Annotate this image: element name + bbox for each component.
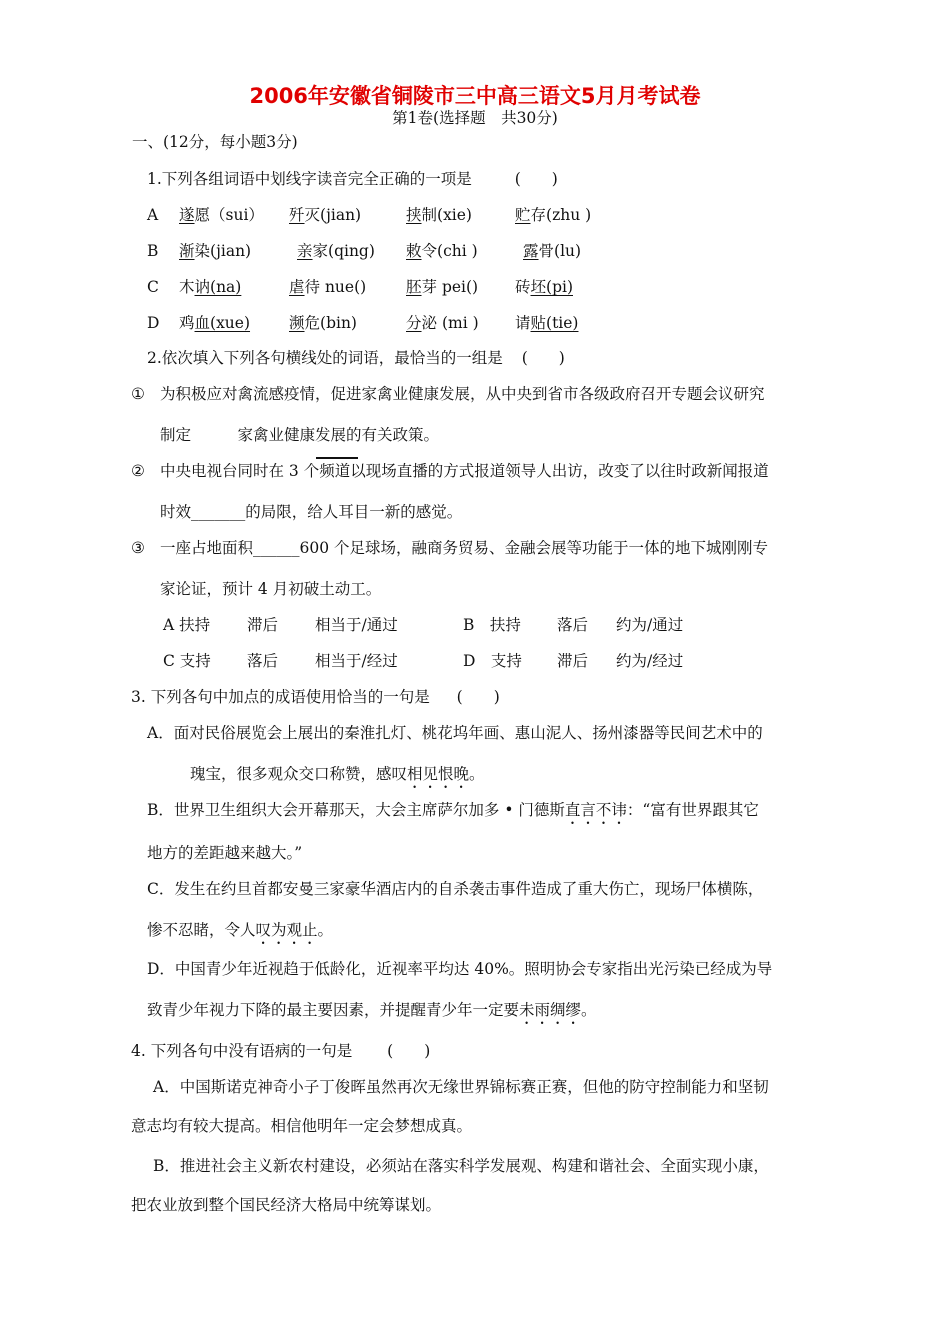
q1-word-rest: 存(zhu ) <box>530 206 592 224</box>
q1-target-char: 挟 <box>406 206 422 224</box>
q1-option-word <box>406 276 478 298</box>
q1-word-rest: 染(jian) <box>194 242 252 260</box>
q2-stem-text: 2.依次填入下列各句横线处的词语，最恰当的一组是 <box>147 349 503 367</box>
q2-option-cell: 滞后 <box>247 616 279 634</box>
q2-sentence-1-line2: 制定 家禽业健康发展的有关政策。 <box>160 426 440 444</box>
q1-word-rest: 危(bin) <box>304 314 357 332</box>
q1-word-rest: 令(chi ) <box>421 242 478 260</box>
q1-word-rest: 芽 pei() <box>421 278 479 296</box>
q3-option-b-line2: 地方的差距越来越大。” <box>147 844 303 862</box>
q1-word-rest: 待 nue() <box>304 278 367 296</box>
q2-sentence-3-line2: 家论证，预计 4 月初破土动工。 <box>160 580 382 598</box>
blank-mark <box>316 457 358 459</box>
q2-option-cell: 相当于/通过 <box>315 616 398 634</box>
q2-sentence-2-line2: 时效_______的局限，给人耳目一新的感觉。 <box>160 503 463 521</box>
q1-option-word <box>179 276 241 298</box>
q1-target-char: 遂 <box>179 206 195 224</box>
q1-option-label: C <box>147 278 159 296</box>
q1-target-char: 分 <box>406 314 422 332</box>
q1-target-char: 木 <box>179 278 195 296</box>
q3-d-text: 致青少年视力下降的最主要因素，并提醒青少年一定要 <box>147 1001 520 1019</box>
q1-option-word <box>515 312 578 334</box>
q1-option-word <box>515 276 573 298</box>
q1-option-word <box>523 240 581 262</box>
q1-word-rest: 家(qing) <box>312 242 375 260</box>
q1-target-char: 贮 <box>515 206 531 224</box>
q2-option-cell: A 扶持 <box>163 616 211 634</box>
q1-option-word <box>289 312 357 334</box>
q1-option-label: D <box>147 314 160 332</box>
q2-option-cell: B 扶持 <box>463 616 521 634</box>
q1-option-word <box>406 240 478 262</box>
q3-stem-text: 3. 下列各句中加点的成语使用恰当的一句是 <box>131 688 430 706</box>
q2-option-cell: 落后 <box>247 652 279 670</box>
q1-stem <box>147 168 558 190</box>
q3-a-idiom: 相见恨晚 <box>407 765 470 783</box>
q1-option-word <box>179 312 250 334</box>
q1-word-rest: 骨(lu) <box>538 242 582 260</box>
q2-option-cell: 约为/经过 <box>616 652 684 670</box>
q3-a-end: 。 <box>469 765 485 783</box>
q1-option-word <box>406 312 479 334</box>
q3-option-b-line1 <box>147 799 759 828</box>
q3-b-idiom: 直言不讳 <box>564 801 627 819</box>
q3-a-text: 瑰宝，很多观众交口称赞，感叹 <box>190 765 408 783</box>
q1-option-word <box>515 204 591 226</box>
q3-c-end: 。 <box>317 921 334 939</box>
q1-target-char: 敕 <box>406 242 422 260</box>
q3-option-c-line2 <box>147 919 333 948</box>
q1-word-rest: 泌 (mi ) <box>421 314 479 332</box>
q2-sentence-3-number: ③ <box>131 539 145 557</box>
q3-option-c-line1: C．发生在约旦首都安曼三家豪华酒店内的自杀袭击事件造成了重大伤亡，现场尸体横陈， <box>147 880 764 898</box>
q2-option-cell: D 支持 <box>463 652 522 670</box>
q1-word-rest: 制(xie) <box>421 206 472 224</box>
q4-option-b-line1: B．推进社会主义新农村建设，必须站在落实科学发展观、构建和谐社会、全面实现小康， <box>153 1157 769 1175</box>
q2-stem <box>147 347 565 369</box>
q1-target-char: 露 <box>523 242 539 260</box>
page-title: 2006年安徽省铜陵市三中高三语文5月月考试卷 <box>249 84 701 108</box>
q3-d-idiom: 未雨绸缪 <box>519 1001 582 1019</box>
q4-stem-text: 4. 下列各句中没有语病的一句是 <box>131 1042 353 1060</box>
q2-answer-paren: ( ) <box>521 349 565 367</box>
volume-subtitle: 第1卷(选择题 共30分) <box>392 109 558 127</box>
q3-d-end: 。 <box>581 1001 597 1019</box>
q2-sentence-1-line1: 为积极应对禽流感疫情，促进家禽业健康发展，从中央到省市各级政府召开专题会议研究 <box>160 385 765 403</box>
q1-option-word <box>289 204 361 226</box>
q4-stem <box>131 1040 430 1062</box>
q1-word-rest: 灭(jian) <box>304 206 362 224</box>
q1-target-char: 亲 <box>297 242 313 260</box>
q4-option-a-line2: 意志均有较大提高。相信他明年一定会梦想成真。 <box>131 1117 473 1135</box>
q1-word-rest: 贴(tie) <box>530 314 579 332</box>
q1-option-word <box>179 204 264 226</box>
q2-option-cell: C 支持 <box>163 652 211 670</box>
q1-word-rest: 血(xue) <box>194 314 251 332</box>
q1-option-word <box>289 276 366 298</box>
q1-word-rest: 坯(pi) <box>530 278 573 296</box>
q1-target-char: 请 <box>515 314 531 332</box>
q1-target-char: 濒 <box>289 314 305 332</box>
q1-target-char: 砖 <box>515 278 531 296</box>
q1-answer-paren: ( ) <box>514 170 558 188</box>
q1-target-char: 胚 <box>406 278 422 296</box>
q1-word-rest: 讷(na) <box>194 278 242 296</box>
q1-option-label: B <box>147 242 159 260</box>
q3-answer-paren: ( ) <box>456 688 500 706</box>
q3-c-text: 惨不忍睹，令人 <box>147 921 256 939</box>
q1-option-label: A <box>147 206 159 224</box>
q4-option-b-line2: 把农业放到整个国民经济大格局中统筹谋划。 <box>131 1196 442 1214</box>
q1-target-char: 鸡 <box>179 314 195 332</box>
q2-option-cell: 滞后 <box>557 652 589 670</box>
q3-stem <box>131 686 500 708</box>
q3-b-quote: ：“富有世界跟其它 <box>626 801 759 819</box>
q3-option-d-line1: D．中国青少年近视趋于低龄化，近视率平均达 40%。照明协会专家指出光污染已经成为导 <box>147 960 773 978</box>
q3-option-a-line1: A．面对民俗展览会上展出的秦淮扎灯、桃花坞年画、惠山泥人、扬州漆器等民间艺术中的 <box>147 724 763 742</box>
q2-sentence-3-line1: 一座占地面积______600 个足球场，融商务贸易、金融会展等功能于一体的地下城刚刚专 <box>160 539 769 557</box>
q2-option-cell: 约为/通过 <box>616 616 684 634</box>
q3-c-idiom: 叹为观止 <box>255 921 318 939</box>
q1-word-rest: 愿（sui） <box>194 206 264 224</box>
q1-stem-text: 1.下列各组词语中划线字读音完全正确的一项是 <box>147 170 472 188</box>
q1-option-word <box>406 204 472 226</box>
q1-option-word <box>297 240 375 262</box>
q2-sentence-2-number: ② <box>131 462 145 480</box>
q4-answer-paren: ( ) <box>387 1042 431 1060</box>
q1-option-word <box>179 240 251 262</box>
q1-target-char: 渐 <box>179 242 195 260</box>
q1-target-char: 虐 <box>289 278 305 296</box>
q2-sentence-1-number: ① <box>131 385 145 403</box>
q2-sentence-2-line1: 中央电视台同时在 3 个频道以现场直播的方式报道领导人出访，改变了以往时政新闻报道 <box>160 462 769 480</box>
q2-option-cell: 相当于/经过 <box>315 652 398 670</box>
q2-option-cell: 落后 <box>557 616 589 634</box>
q3-option-a-line2 <box>190 763 485 792</box>
section-heading: 一、(12分，每小题3分) <box>132 133 298 151</box>
q3-option-d-line2 <box>147 999 597 1028</box>
q4-option-a-line1: A．中国斯诺克神奇小子丁俊晖虽然再次无缘世界锦标赛正赛，但他的防守控制能力和坚韧 <box>153 1078 769 1096</box>
q3-b-text: B．世界卫生组织大会开幕那天，大会主席萨尔加多 • 门德斯 <box>147 801 565 819</box>
q1-target-char: 歼 <box>289 206 305 224</box>
